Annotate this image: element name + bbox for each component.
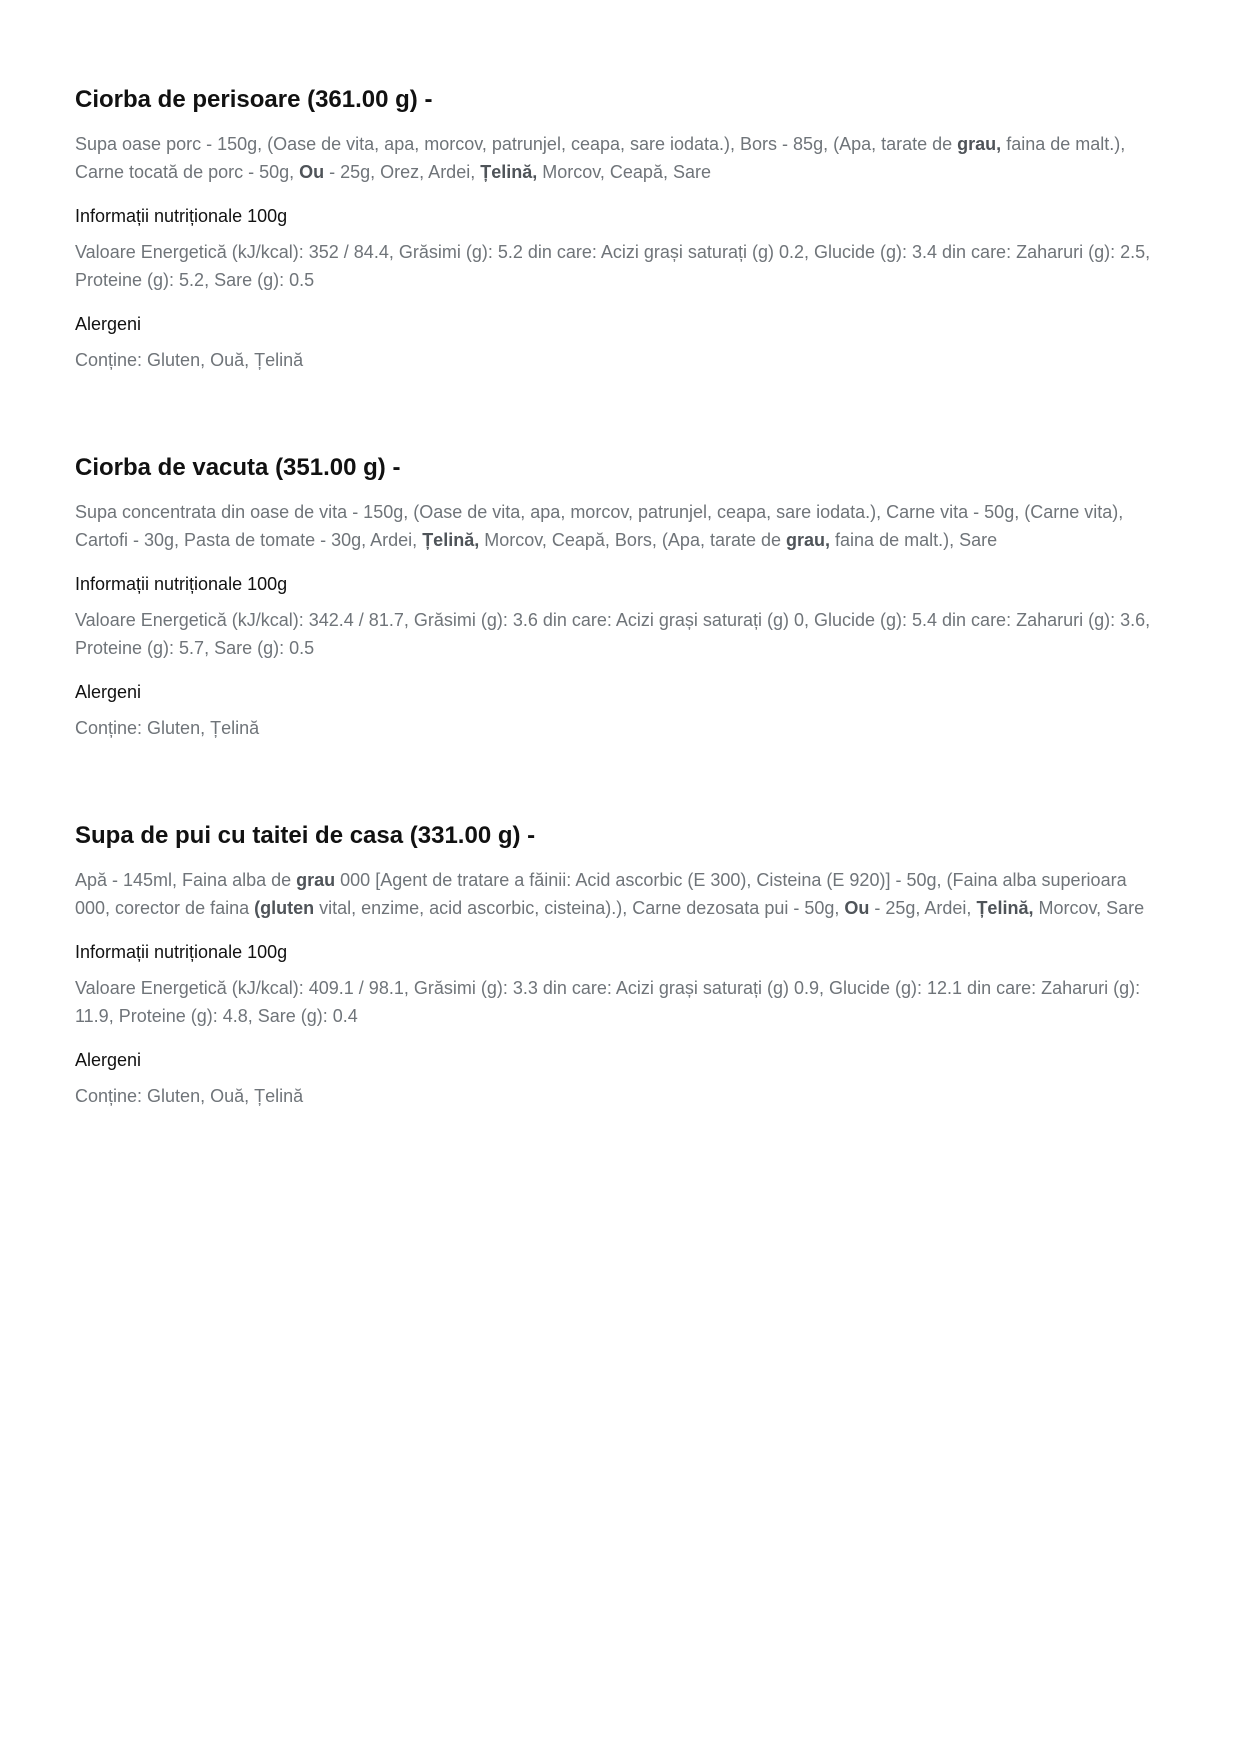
ingredient-text-run: Morcov, Sare (1033, 898, 1145, 918)
allergens-label: Alergeni (75, 314, 142, 334)
allergen-highlight: Țelină, (976, 898, 1034, 918)
allergens-text: Conține: Gluten, Ouă, Țelină (75, 350, 304, 370)
product-ciorba-de-perisoare (75, 80, 1165, 374)
nutrition-text: Valoare Energetică (kJ/kcal): 409.1 / 98.1, Grăsimi (g): 3.3 din care: Acizi grași saturați (g) 0.9, Glucide (g): 12.1 din care: Zaharuri (g): 11.9, Proteine (g): 4.8, Sare (g): 0.4 (75, 978, 1141, 1026)
allergen-highlight: grau, (786, 530, 831, 550)
ingredient-text-run: Supa concentrata din oase de vita - 150g, (Oase de vita, apa, morcov, patrunjel, ceapa, sare iodata.), Carne vita - 50g, (Carne vita), Cartofi - 30g, Pasta de tomate - 30g, Ardei, (75, 502, 1124, 550)
allergen-highlight: grau, (957, 134, 1002, 154)
ingredient-text-run: Morcov, Ceapă, Bors, (Apa, tarate de (479, 530, 787, 550)
ingredient-text-run: - 25g, Ardei, (869, 898, 977, 918)
allergen-highlight: Țelină, (480, 162, 538, 182)
allergens-text: Conține: Gluten, Ouă, Țelină (75, 1086, 304, 1106)
allergens-text: Conține: Gluten, Țelină (75, 718, 260, 738)
ingredient-text-run: faina de malt.), Sare (830, 530, 998, 550)
allergen-highlight: Ou (299, 162, 325, 182)
ingredient-text-run: vital, enzime, acid ascorbic, cisteina).), Carne dezosata pui - 50g, (314, 898, 845, 918)
allergen-highlight: Țelină, (422, 530, 480, 550)
ingredient-text-run: Morcov, Ceapă, Sare (537, 162, 711, 182)
ingredient-text-run: Apă - 145ml, Faina alba de (75, 870, 297, 890)
menu-document (75, 80, 1165, 1110)
nutrition-label: Informații nutriționale 100g (75, 942, 288, 962)
nutrition-label: Informații nutriționale 100g (75, 206, 288, 226)
product-title: Ciorba de perisoare (361.00 g) - (75, 86, 433, 113)
allergens-label: Alergeni (75, 1050, 142, 1070)
ingredients-text (75, 130, 1165, 186)
ingredient-text-run: - 25g, Orez, Ardei, (324, 162, 481, 182)
ingredients-text (75, 498, 1165, 554)
allergen-highlight: Ou (844, 898, 870, 918)
nutrition-text: Valoare Energetică (kJ/kcal): 342.4 / 81.7, Grăsimi (g): 3.6 din care: Acizi grași saturați (g) 0, Glucide (g): 5.4 din care: Zaharuri (g): 3.6, Proteine (g): 5.7, Sare (g): 0.5 (75, 610, 1151, 658)
ingredient-text-run: faina de malt.), Carne tocată de porc - 50g, (75, 134, 1126, 182)
ingredient-text-run: Supa oase porc - 150g, (Oase de vita, apa, morcov, patrunjel, ceapa, sare iodata.), Bors - 85g, (Apa, tarate de (75, 134, 958, 154)
allergen-highlight: (gluten (254, 898, 315, 918)
product-supa-de-pui (75, 816, 1165, 1110)
product-title: Ciorba de vacuta (351.00 g) - (75, 454, 401, 481)
ingredient-text-run: 000 [Agent de tratare a făinii: Acid ascorbic (E 300), Cisteina (E 920)] - 50g, (Faina alba superioara 000, corector de faina (75, 870, 1127, 918)
product-ciorba-de-vacuta (75, 448, 1165, 742)
allergen-highlight: grau (296, 870, 336, 890)
ingredients-text (75, 866, 1165, 922)
allergens-label: Alergeni (75, 682, 142, 702)
nutrition-text: Valoare Energetică (kJ/kcal): 352 / 84.4, Grăsimi (g): 5.2 din care: Acizi grași saturați (g) 0.2, Glucide (g): 3.4 din care: Zaharuri (g): 2.5, Proteine (g): 5.2, Sare (g): 0.5 (75, 242, 1151, 290)
nutrition-label: Informații nutriționale 100g (75, 574, 288, 594)
product-title: Supa de pui cu taitei de casa (331.00 g) - (75, 822, 536, 849)
